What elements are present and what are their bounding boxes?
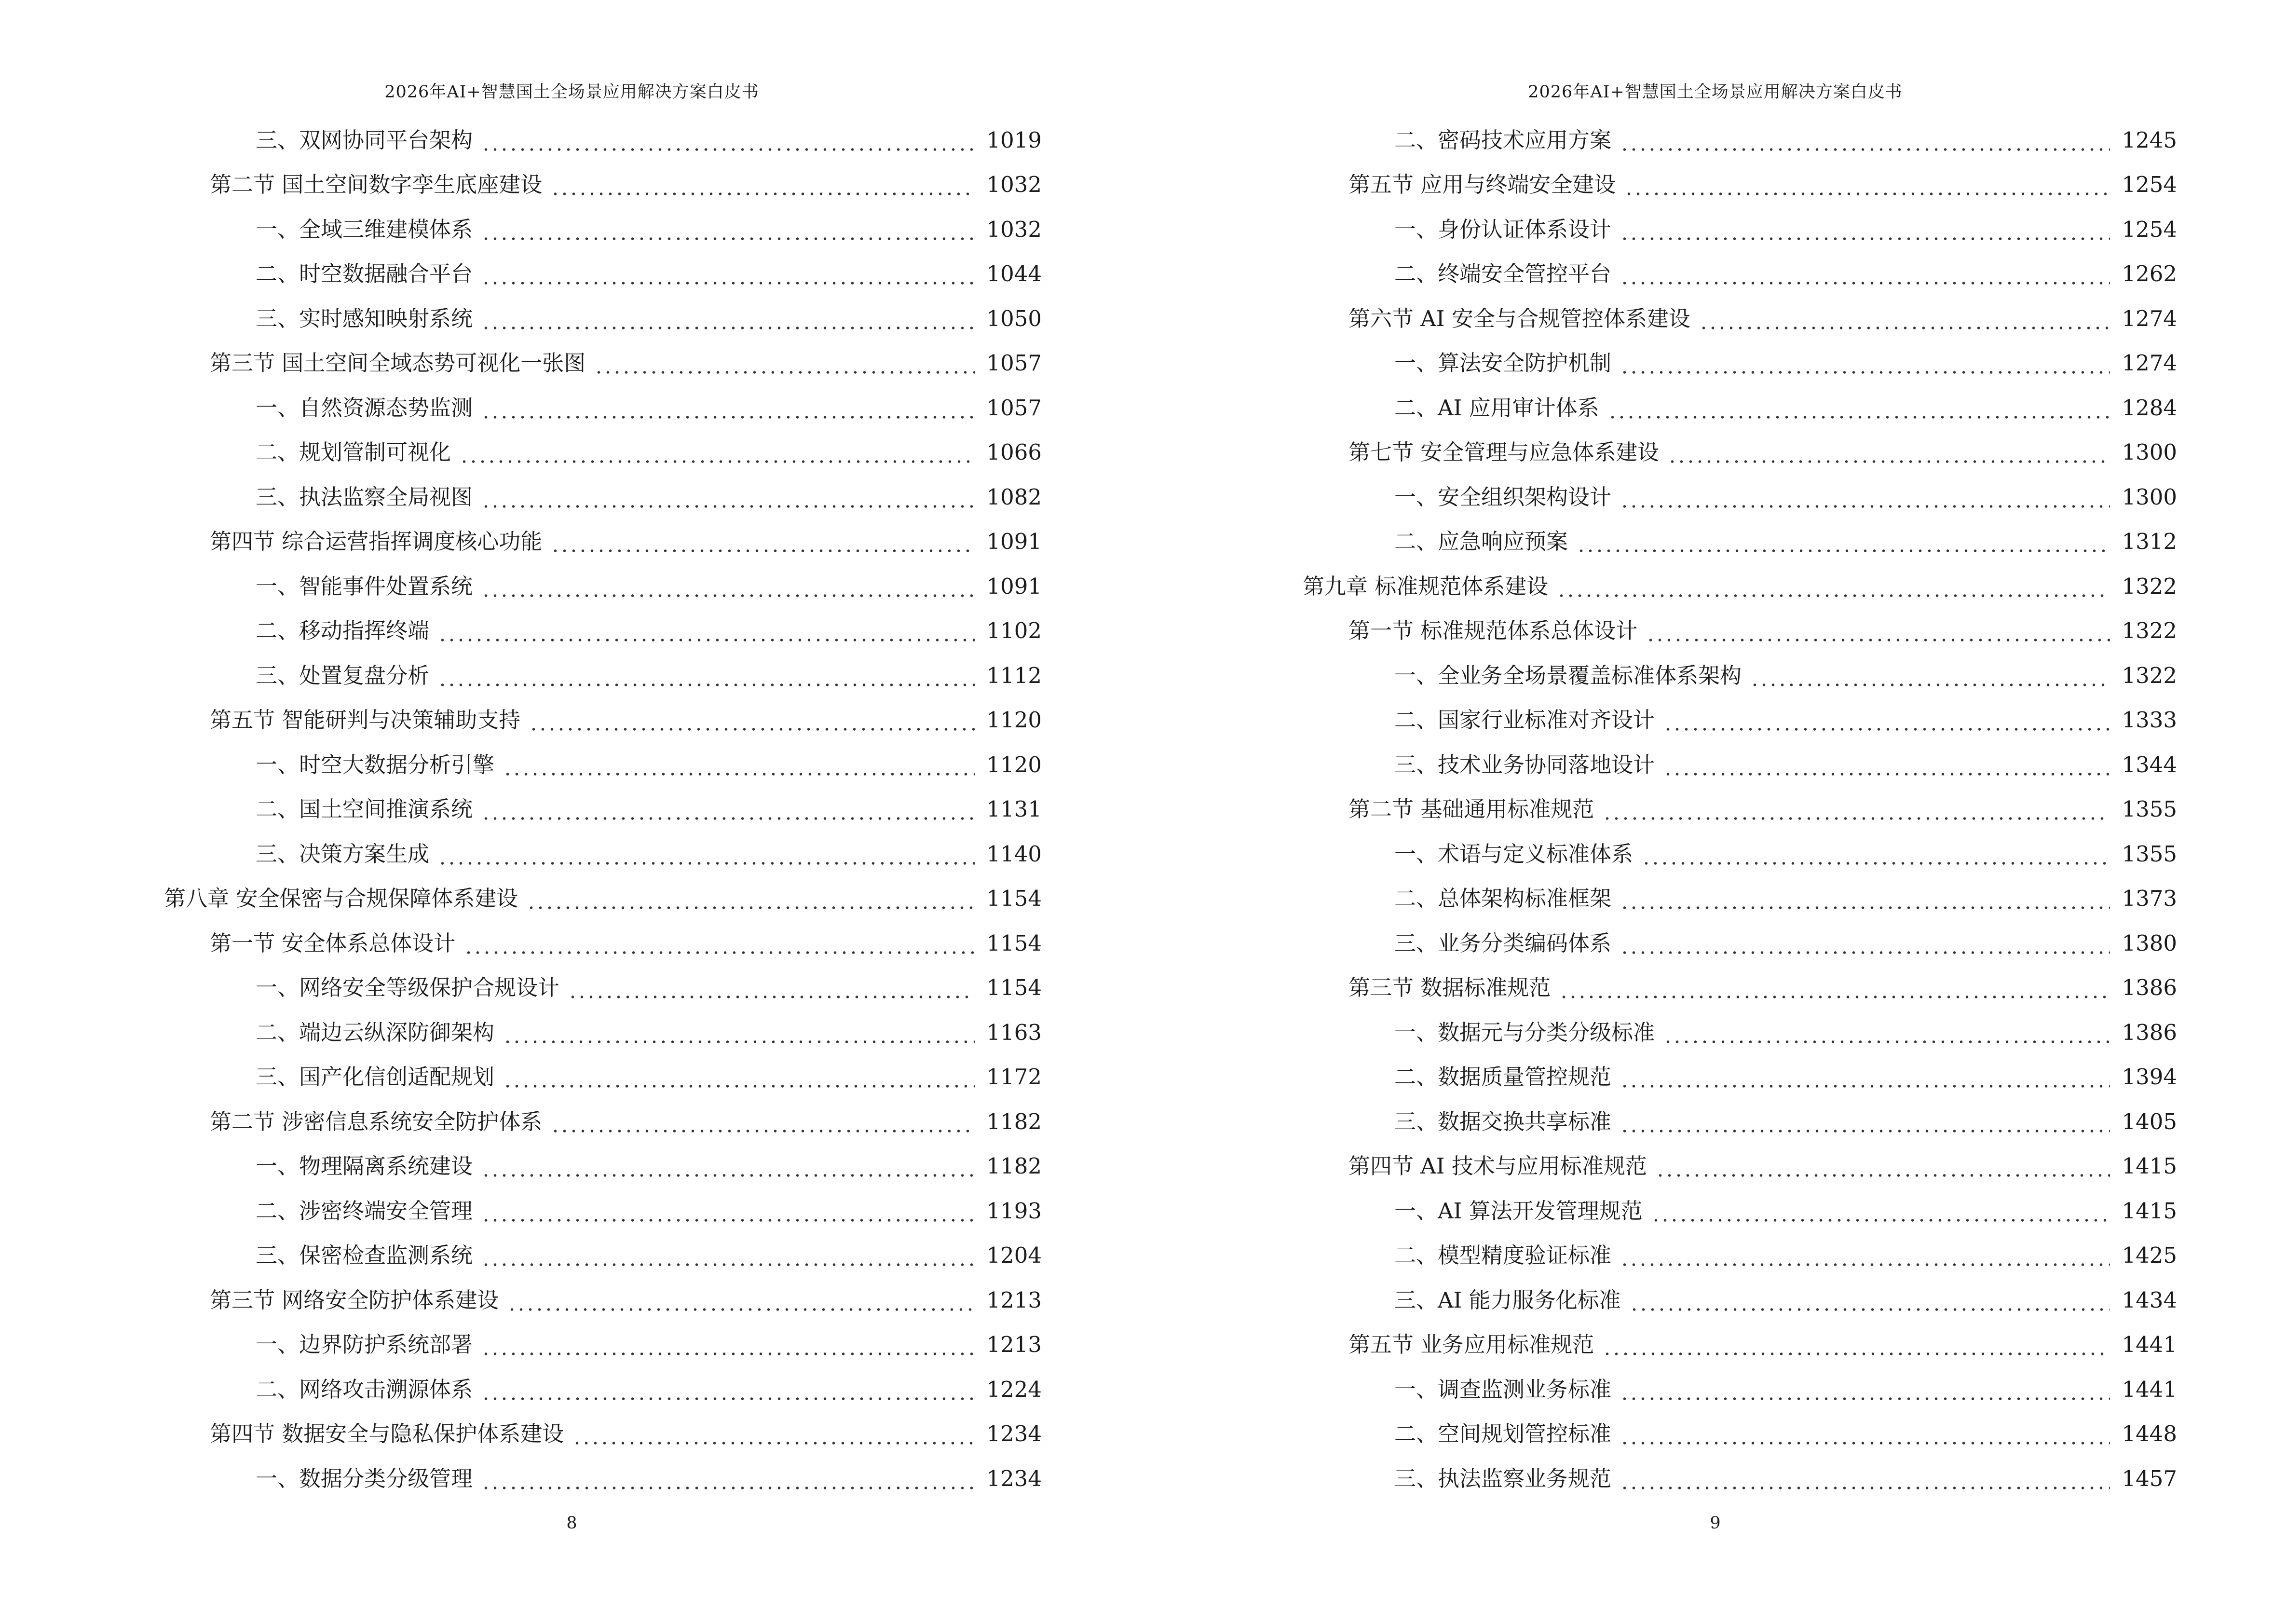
dot-leader xyxy=(551,174,975,195)
toc-entry-title: 第五节 智能研判与决策辅助支持 xyxy=(210,707,521,733)
dot-leader xyxy=(1663,754,2110,776)
toc-entry[interactable] xyxy=(1303,742,2177,787)
toc-entry-page: 1380 xyxy=(2122,930,2177,956)
toc-entry-title: 二、空间规划管控标准 xyxy=(1394,1421,1612,1447)
dot-leader xyxy=(568,977,975,998)
dot-leader xyxy=(503,1066,975,1088)
toc-entry[interactable] xyxy=(164,1323,1042,1367)
toc-entry-title: 二、时空数据融合平台 xyxy=(256,261,473,287)
toc-entry-page: 1182 xyxy=(986,1108,1042,1134)
toc-entry[interactable] xyxy=(164,1188,1042,1233)
dot-leader xyxy=(1620,887,2110,909)
dot-leader xyxy=(1620,218,2110,240)
dot-leader xyxy=(503,1022,975,1043)
dot-leader xyxy=(481,1334,975,1355)
toc-entry[interactable] xyxy=(164,787,1042,832)
toc-entry[interactable] xyxy=(1303,564,2177,609)
toc-entry-title: 三、双网协同平台架构 xyxy=(256,127,473,153)
toc-entry-page: 1254 xyxy=(2122,172,2177,198)
toc-entry-page: 1448 xyxy=(2122,1421,2177,1447)
toc-entry-title: 第八章 安全保密与合规保障体系建设 xyxy=(164,886,518,912)
toc-entry-page: 1213 xyxy=(986,1287,1042,1313)
toc-entry-page: 1091 xyxy=(986,573,1042,599)
dot-leader xyxy=(1577,531,2110,552)
dot-leader xyxy=(481,575,975,597)
toc-entry-page: 1182 xyxy=(986,1153,1042,1179)
toc-entry-title: 第二节 基础通用标准规范 xyxy=(1348,796,1594,822)
toc-entry[interactable] xyxy=(1303,1010,2177,1055)
toc-entry-title: 第四节 AI 技术与应用标准规范 xyxy=(1348,1153,1647,1179)
toc-entry[interactable] xyxy=(1303,1055,2177,1100)
toc-entry-page: 1254 xyxy=(2122,216,2177,242)
page-header: 2026年AI+智慧国土全场景应用解决方案白皮书 xyxy=(384,82,759,102)
dot-leader xyxy=(1620,1066,2110,1088)
dot-leader xyxy=(1557,575,2110,597)
toc-entry[interactable] xyxy=(1303,1412,2177,1457)
toc-entry[interactable] xyxy=(164,296,1042,341)
dot-leader xyxy=(481,1200,975,1222)
page-number: 9 xyxy=(1710,1514,1721,1533)
toc-list xyxy=(1303,118,2177,1501)
toc-entry-page: 1386 xyxy=(2122,975,2177,1001)
toc-entry-page: 1163 xyxy=(986,1019,1042,1045)
dot-leader xyxy=(438,620,975,641)
dot-leader xyxy=(1699,308,2110,329)
toc-entry-page: 1102 xyxy=(986,618,1042,644)
toc-entry[interactable] xyxy=(164,832,1042,876)
dot-leader xyxy=(1620,486,2110,508)
toc-entry-title: 一、身份认证体系设计 xyxy=(1394,216,1612,242)
toc-entry[interactable] xyxy=(1303,1278,2177,1323)
dot-leader xyxy=(481,129,975,151)
toc-entry[interactable] xyxy=(164,118,1042,163)
toc-entry[interactable] xyxy=(164,1055,1042,1100)
toc-entry[interactable] xyxy=(1303,921,2177,966)
toc-entry[interactable] xyxy=(1303,876,2177,921)
dot-leader xyxy=(481,263,975,285)
toc-entry-page: 1172 xyxy=(986,1064,1042,1090)
toc-entry-title: 三、实时感知映射系统 xyxy=(256,305,473,331)
toc-entry-title: 一、边界防护系统部署 xyxy=(256,1332,473,1358)
dot-leader xyxy=(1559,977,2110,998)
toc-entry-page: 1457 xyxy=(2122,1465,2177,1491)
toc-entry-page: 1344 xyxy=(2122,751,2177,778)
toc-entry[interactable] xyxy=(164,430,1042,475)
toc-entry-page: 1415 xyxy=(2122,1153,2177,1179)
toc-entry-page: 1066 xyxy=(986,439,1042,465)
toc-entry[interactable] xyxy=(1303,1233,2177,1278)
dot-leader xyxy=(1620,263,2110,285)
toc-entry-title: 二、移动指挥终端 xyxy=(256,618,430,644)
dot-leader xyxy=(481,1468,975,1489)
toc-entry-title: 一、全业务全场景覆盖标准体系架构 xyxy=(1394,662,1742,688)
toc-entry-page: 1441 xyxy=(2122,1376,2177,1402)
dot-leader xyxy=(503,754,975,776)
dot-leader xyxy=(594,352,975,374)
toc-entry[interactable] xyxy=(1303,1099,2177,1144)
dot-leader xyxy=(1603,798,2110,820)
toc-entry-title: 一、智能事件处置系统 xyxy=(256,573,473,599)
toc-entry[interactable] xyxy=(164,519,1042,564)
toc-entry[interactable] xyxy=(1303,1188,2177,1233)
dot-leader xyxy=(481,218,975,240)
toc-entry-page: 1300 xyxy=(2122,439,2177,465)
toc-entry-title: 一、时空大数据分析引擎 xyxy=(256,751,495,778)
toc-entry-title: 三、处置复盘分析 xyxy=(256,662,430,688)
dot-leader xyxy=(1620,129,2110,151)
toc-entry[interactable] xyxy=(1303,341,2177,386)
dot-leader xyxy=(481,798,975,820)
dot-leader xyxy=(1620,1111,2110,1133)
toc-entry[interactable] xyxy=(1303,118,2177,163)
toc-entry-title: 一、数据元与分类分级标准 xyxy=(1394,1019,1655,1045)
toc-entry-title: 一、物理隔离系统建设 xyxy=(256,1153,473,1179)
toc-entry-page: 1091 xyxy=(986,529,1042,555)
toc-entry-page: 1154 xyxy=(986,975,1042,1001)
toc-entry-page: 1032 xyxy=(986,172,1042,198)
toc-entry-title: 三、执法监察全局视图 xyxy=(256,484,473,510)
toc-entry[interactable] xyxy=(164,609,1042,654)
toc-entry-title: 二、国土空间推演系统 xyxy=(256,796,473,822)
toc-entry-title: 二、模型精度验证标准 xyxy=(1394,1242,1612,1269)
toc-page-right xyxy=(1144,0,2287,1624)
toc-entry-page: 1394 xyxy=(2122,1064,2177,1090)
dot-leader xyxy=(481,308,975,329)
toc-entry[interactable] xyxy=(164,966,1042,1010)
toc-entry[interactable] xyxy=(1303,609,2177,654)
toc-entry-page: 1425 xyxy=(2122,1242,2177,1269)
dot-leader xyxy=(551,531,975,552)
toc-entry[interactable] xyxy=(1303,1456,2177,1501)
dot-leader xyxy=(481,1378,975,1400)
toc-entry[interactable] xyxy=(1303,296,2177,341)
toc-entry-title: 三、国产化信创适配规划 xyxy=(256,1064,495,1090)
toc-entry-page: 1234 xyxy=(986,1421,1042,1447)
toc-entry-title: 二、国家行业标准对齐设计 xyxy=(1394,707,1655,733)
toc-entry-title: 三、执法监察业务规范 xyxy=(1394,1465,1612,1491)
toc-entry-page: 1386 xyxy=(2122,1019,2177,1045)
toc-entry-page: 1193 xyxy=(986,1198,1042,1224)
toc-entry[interactable] xyxy=(164,341,1042,386)
toc-entry-title: 第五节 业务应用标准规范 xyxy=(1348,1332,1594,1358)
dot-leader xyxy=(1620,932,2110,954)
toc-entry-title: 第四节 综合运营指挥调度核心功能 xyxy=(210,529,543,555)
toc-entry[interactable] xyxy=(164,564,1042,609)
toc-entry[interactable] xyxy=(164,1456,1042,1501)
toc-entry-page: 1274 xyxy=(2122,305,2177,331)
toc-entry-page: 1224 xyxy=(986,1376,1042,1402)
toc-entry-title: 第三节 数据标准规范 xyxy=(1348,975,1551,1001)
dot-leader xyxy=(527,887,975,909)
toc-entry-page: 1274 xyxy=(2122,350,2177,376)
toc-entry-title: 三、技术业务协同落地设计 xyxy=(1394,751,1655,778)
toc-entry[interactable] xyxy=(1303,1323,2177,1367)
toc-entry[interactable] xyxy=(164,475,1042,519)
toc-entry[interactable] xyxy=(164,1144,1042,1189)
toc-entry-title: 第三节 网络安全防护体系建设 xyxy=(210,1287,499,1313)
toc-entry-title: 一、AI 算法开发管理规范 xyxy=(1394,1198,1643,1224)
toc-entry[interactable] xyxy=(1303,252,2177,297)
toc-entry[interactable] xyxy=(1303,832,2177,876)
toc-entry[interactable] xyxy=(1303,966,2177,1010)
toc-entry[interactable] xyxy=(1303,653,2177,698)
toc-entry[interactable] xyxy=(1303,698,2177,743)
toc-entry-page: 1405 xyxy=(2122,1108,2177,1134)
dot-leader xyxy=(1603,1334,2110,1355)
toc-entry-title: 第九章 标准规范体系建设 xyxy=(1303,573,1549,599)
toc-entry[interactable] xyxy=(164,653,1042,698)
dot-leader xyxy=(551,1111,975,1133)
dot-leader xyxy=(481,486,975,508)
toc-entry-page: 1019 xyxy=(986,127,1042,153)
toc-entry-title: 一、术语与定义标准体系 xyxy=(1394,841,1634,867)
dot-leader xyxy=(481,397,975,419)
dot-leader xyxy=(1656,1155,2110,1177)
dot-leader xyxy=(1663,709,2110,731)
toc-entry-title: 三、业务分类编码体系 xyxy=(1394,930,1612,956)
toc-entry[interactable] xyxy=(164,207,1042,252)
toc-entry-title: 第四节 数据安全与隐私保护体系建设 xyxy=(210,1421,564,1447)
toc-entry-title: 二、终端安全管控平台 xyxy=(1394,261,1612,287)
toc-entry[interactable] xyxy=(164,1367,1042,1412)
toc-entry-title: 二、总体架构标准框架 xyxy=(1394,886,1612,912)
page-header: 2026年AI+智慧国土全场景应用解决方案白皮书 xyxy=(1528,82,1903,102)
toc-entry[interactable] xyxy=(1303,475,2177,519)
toc-entry-page: 1245 xyxy=(2122,127,2177,153)
toc-entry[interactable] xyxy=(1303,519,2177,564)
toc-entry-title: 二、规划管制可视化 xyxy=(256,439,451,465)
toc-entry-page: 1262 xyxy=(2122,261,2177,287)
toc-entry-page: 1213 xyxy=(986,1332,1042,1358)
toc-entry-title: 三、决策方案生成 xyxy=(256,841,430,867)
toc-entry[interactable] xyxy=(164,385,1042,430)
toc-entry-page: 1441 xyxy=(2122,1332,2177,1358)
toc-entry-title: 三、数据交换共享标准 xyxy=(1394,1108,1612,1134)
toc-entry-page: 1373 xyxy=(2122,886,2177,912)
toc-entry-title: 一、网络安全等级保护合规设计 xyxy=(256,975,560,1001)
dot-leader xyxy=(1750,665,2110,686)
toc-entry-page: 1300 xyxy=(2122,484,2177,510)
toc-entry-title: 一、全域三维建模体系 xyxy=(256,216,473,242)
dot-leader xyxy=(1668,441,2110,463)
toc-entry-title: 第二节 国土空间数字孪生底座建设 xyxy=(210,172,543,198)
toc-entry-title: 一、安全组织架构设计 xyxy=(1394,484,1612,510)
toc-entry[interactable] xyxy=(1303,163,2177,207)
dot-leader xyxy=(572,1423,975,1445)
toc-entry-page: 1234 xyxy=(986,1465,1042,1491)
toc-entry[interactable] xyxy=(164,1412,1042,1457)
dot-leader xyxy=(1620,1378,2110,1400)
toc-entry-page: 1057 xyxy=(986,395,1042,421)
toc-entry-title: 第三节 国土空间全域态势可视化一张图 xyxy=(210,350,586,376)
toc-entry-page: 1154 xyxy=(986,930,1042,956)
toc-entry[interactable] xyxy=(164,698,1042,743)
toc-entry-title: 第六节 AI 安全与合规管控体系建设 xyxy=(1348,305,1690,331)
toc-entry[interactable] xyxy=(164,1010,1042,1055)
toc-entry-page: 1434 xyxy=(2122,1287,2177,1313)
dot-leader xyxy=(1620,1468,2110,1489)
toc-entry-page: 1333 xyxy=(2122,707,2177,733)
dot-leader xyxy=(1642,843,2110,865)
toc-entry-page: 1355 xyxy=(2122,796,2177,822)
toc-entry-page: 1057 xyxy=(986,350,1042,376)
toc-entry-page: 1312 xyxy=(2122,529,2177,555)
toc-entry-page: 1322 xyxy=(2122,618,2177,644)
toc-entry-page: 1032 xyxy=(986,216,1042,242)
toc-entry-title: 第一节 安全体系总体设计 xyxy=(210,930,456,956)
dot-leader xyxy=(1620,352,2110,374)
dot-leader xyxy=(460,441,975,463)
dot-leader xyxy=(438,843,975,865)
toc-entry-title: 三、保密检查监测系统 xyxy=(256,1242,473,1269)
toc-entry-title: 二、AI 应用审计体系 xyxy=(1394,395,1599,421)
toc-entry[interactable] xyxy=(164,876,1042,921)
dot-leader xyxy=(464,932,975,954)
toc-entry-title: 一、调查监测业务标准 xyxy=(1394,1376,1612,1402)
toc-entry-page: 1112 xyxy=(986,662,1042,688)
dot-leader xyxy=(1646,620,2110,641)
toc-entry-page: 1415 xyxy=(2122,1198,2177,1224)
toc-entry-title: 二、数据质量管控规范 xyxy=(1394,1064,1612,1090)
toc-entry-title: 第二节 涉密信息系统安全防护体系 xyxy=(210,1108,543,1134)
toc-entry-title: 一、算法安全防护机制 xyxy=(1394,350,1612,376)
toc-entry-page: 1120 xyxy=(986,751,1042,778)
dot-leader xyxy=(1630,1289,2110,1311)
toc-entry-page: 1322 xyxy=(2122,573,2177,599)
toc-entry[interactable] xyxy=(164,252,1042,297)
toc-entry[interactable] xyxy=(1303,207,2177,252)
toc-entry-title: 三、AI 能力服务化标准 xyxy=(1394,1287,1621,1313)
toc-entry-title: 二、应急响应预案 xyxy=(1394,529,1568,555)
toc-entry-page: 1131 xyxy=(986,796,1042,822)
toc-entry-title: 二、网络攻击溯源体系 xyxy=(256,1376,473,1402)
dot-leader xyxy=(1663,1022,2110,1043)
toc-entry-page: 1140 xyxy=(986,841,1042,867)
toc-entry-title: 二、端边云纵深防御架构 xyxy=(256,1019,495,1045)
dot-leader xyxy=(529,709,975,731)
dot-leader xyxy=(1624,174,2110,195)
toc-list xyxy=(164,118,1042,1501)
toc-entry-page: 1050 xyxy=(986,305,1042,331)
dot-leader xyxy=(507,1289,975,1311)
toc-entry[interactable] xyxy=(1303,787,2177,832)
dot-leader xyxy=(1620,1423,2110,1445)
toc-entry[interactable] xyxy=(1303,385,2177,430)
toc-entry[interactable] xyxy=(164,1099,1042,1144)
toc-entry-page: 1204 xyxy=(986,1242,1042,1269)
toc-entry[interactable] xyxy=(164,742,1042,787)
toc-entry-title: 第七节 安全管理与应急体系建设 xyxy=(1348,439,1660,465)
toc-entry-page: 1120 xyxy=(986,707,1042,733)
dot-leader xyxy=(1608,397,2110,419)
toc-entry-title: 第一节 标准规范体系总体设计 xyxy=(1348,618,1638,644)
toc-entry-page: 1154 xyxy=(986,886,1042,912)
toc-entry[interactable] xyxy=(164,163,1042,207)
toc-entry[interactable] xyxy=(1303,1367,2177,1412)
toc-entry[interactable] xyxy=(1303,1144,2177,1189)
page-number: 8 xyxy=(566,1514,577,1533)
dot-leader xyxy=(1651,1200,2110,1222)
toc-entry-page: 1322 xyxy=(2122,662,2177,688)
dot-leader xyxy=(438,665,975,686)
toc-entry[interactable] xyxy=(1303,430,2177,475)
toc-entry-title: 一、自然资源态势监测 xyxy=(256,395,473,421)
toc-entry-title: 第五节 应用与终端安全建设 xyxy=(1348,172,1616,198)
dot-leader xyxy=(1620,1244,2110,1266)
toc-entry-page: 1082 xyxy=(986,484,1042,510)
dot-leader xyxy=(481,1155,975,1177)
toc-entry-title: 二、涉密终端安全管理 xyxy=(256,1198,473,1224)
toc-entry-page: 1044 xyxy=(986,261,1042,287)
toc-entry-title: 一、数据分类分级管理 xyxy=(256,1465,473,1491)
toc-entry[interactable] xyxy=(164,921,1042,966)
toc-entry-page: 1284 xyxy=(2122,395,2177,421)
toc-entry-page: 1355 xyxy=(2122,841,2177,867)
toc-entry[interactable] xyxy=(164,1278,1042,1323)
dot-leader xyxy=(481,1244,975,1266)
toc-entry-title: 二、密码技术应用方案 xyxy=(1394,127,1612,153)
toc-entry[interactable] xyxy=(164,1233,1042,1278)
